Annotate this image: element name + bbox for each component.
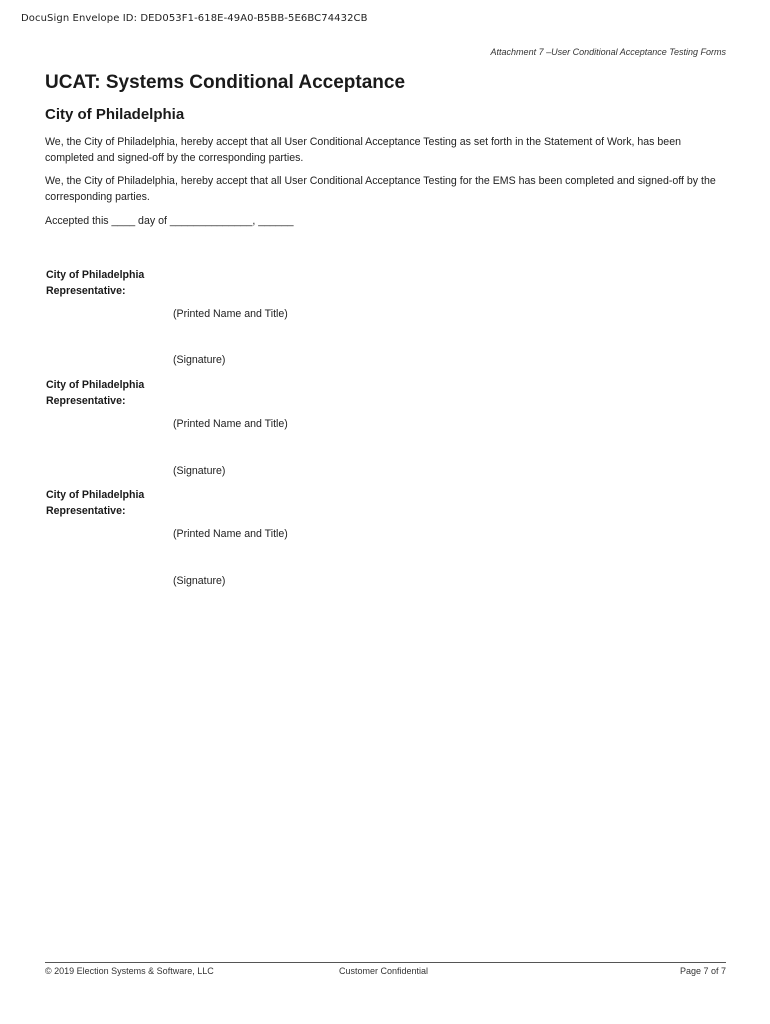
signature-field: (Signature) — [173, 465, 226, 477]
signature-field: (Signature) — [173, 575, 226, 587]
representative-label-line1: City of Philadelphia — [46, 379, 145, 391]
footer-confidential: Customer Confidential — [339, 966, 429, 976]
representative-label-line1: City of Philadelphia — [46, 269, 145, 281]
acceptance-paragraph-sow: We, the City of Philadelphia, hereby accept that all User Conditional Acceptance Testing as set forth in the Statement of Work, has been completed and signed-off by the corresponding parties. — [45, 136, 681, 164]
representative-label-line2: Representative: — [46, 285, 126, 297]
attachment-header: Attachment 7 –User Conditional Acceptance Testing Forms — [490, 47, 726, 57]
signature-field: (Signature) — [173, 354, 226, 366]
representative-label-line2: Representative: — [46, 395, 126, 407]
document-subtitle: City of Philadelphia — [45, 106, 185, 123]
representative-label — [46, 267, 144, 299]
printed-name-field: (Printed Name and Title) — [173, 528, 288, 540]
acceptance-paragraph-ems: We, the City of Philadelphia, hereby accept that all User Conditional Acceptance Testing for the EMS has been completed and signed-off by the corresponding parties. — [45, 175, 716, 203]
representative-label — [46, 487, 144, 519]
docusign-envelope-id: DocuSign Envelope ID: DED053F1-618E-49A0-B5BB-5E6BC74432CB — [21, 13, 368, 24]
printed-name-field: (Printed Name and Title) — [173, 308, 288, 320]
accepted-date-line: Accepted this ____ day of ______________, ______ — [45, 215, 294, 227]
representative-label-line1: City of Philadelphia — [46, 489, 145, 501]
representative-label-line2: Representative: — [46, 505, 126, 517]
footer-page-number: Page 7 of 7 — [679, 966, 726, 976]
footer-copyright: © 2019 Election Systems & Software, LLC — [45, 966, 214, 976]
document-title: UCAT: Systems Conditional Acceptance — [45, 72, 406, 93]
printed-name-field: (Printed Name and Title) — [173, 418, 288, 430]
footer-rule — [45, 962, 726, 963]
representative-label — [46, 377, 144, 409]
